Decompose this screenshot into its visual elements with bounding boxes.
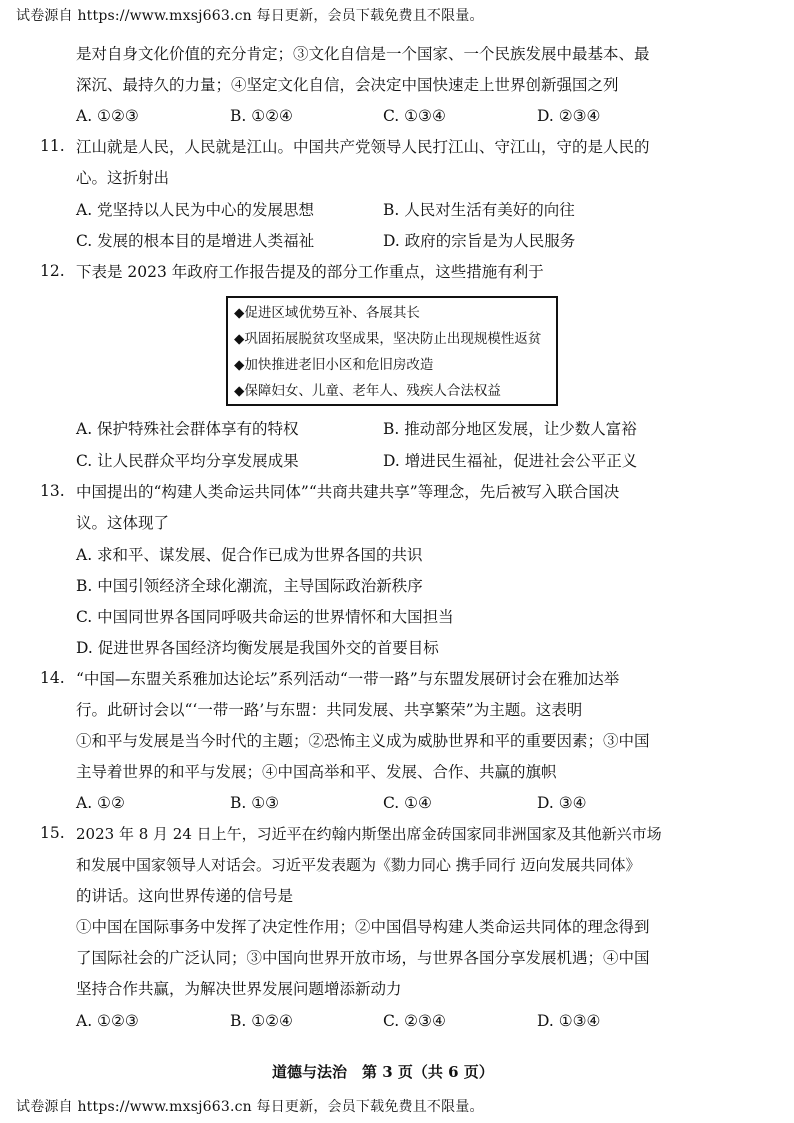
q13-line: 中国提出的“构建人类命运共同体”“共商共建共享”等理念，先后被写入联合国决: [76, 483, 620, 501]
q11-line: 江山就是人民，人民就是江山。中国共产党领导人民打江山、守江山，守的是人民的: [76, 138, 650, 156]
q14-option-b: B. ①③: [230, 794, 280, 812]
q12-table-row: ◆巩固拓展脱贫攻坚成果，坚决防止出现规模性返贫: [234, 331, 542, 347]
q10-line: 是对自身文化价值的充分肯定；③文化自信是一个国家、一个民族发展中最基本、最: [76, 45, 650, 63]
q12-line: 下表是 2023 年政府工作报告提及的部分工作重点，这些措施有利于: [76, 263, 544, 281]
q15-line: 的讲话。这向世界传递的信号是: [76, 887, 294, 905]
q15-line: 和发展中国家领导人对话会。习近平发表题为《勠力同心 携手同行 迈向发展共同体》: [76, 856, 641, 874]
footer-watermark: 试卷源自 https://www.mxsj663.cn 每日更新，会员下载免费且不限量。: [16, 1099, 484, 1115]
q12-option-d: D. 增进民生福祉，促进社会公平正义: [383, 452, 638, 470]
q13-option-c: C. 中国同世界各国同呼吸共命运的世界情怀和大国担当: [76, 608, 454, 626]
q14-number: 14.: [40, 669, 65, 687]
q15-number: 15.: [40, 824, 65, 842]
q13-line: 议。这体现了: [76, 514, 170, 532]
q14-line: 主导着世界的和平与发展；④中国高举和平、发展、合作、共赢的旗帜: [76, 763, 557, 781]
q10-line: 深沉、最持久的力量；④坚定文化自信，会决定中国快速走上世界创新强国之列: [76, 76, 619, 94]
q15-option-b: B. ①②④: [230, 1012, 293, 1030]
q13-number: 13.: [40, 482, 65, 500]
q14-option-c: C. ①④: [383, 794, 432, 812]
q15-line: 了国际社会的广泛认同；③中国向世界开放市场，与世界各国分享发展机遇；④中国: [76, 949, 650, 967]
q11-line: 心。这折射出: [76, 169, 170, 187]
q13-option-a: A. 求和平、谋发展、促合作已成为世界各国的共识: [76, 546, 423, 564]
q12-option-b: B. 推动部分地区发展，让少数人富裕: [383, 420, 637, 438]
q11-option-a: A. 党坚持以人民为中心的发展思想: [76, 201, 315, 219]
q13-option-d: D. 促进世界各国经济均衡发展是我国外交的首要目标: [76, 639, 439, 657]
q15-option-a: A. ①②③: [76, 1012, 139, 1030]
q12-table-row: ◆加快推进老旧小区和危旧房改造: [234, 357, 434, 373]
q14-line: ①和平与发展是当今时代的主题；②恐怖主义成为威胁世界和平的重要因素；③中国: [76, 732, 650, 750]
q15-option-d: D. ①③④: [537, 1012, 601, 1030]
q14-option-a: A. ①②: [76, 794, 125, 812]
header-watermark: 试卷源自 https://www.mxsj663.cn 每日更新，会员下载免费且不限量。: [16, 8, 484, 24]
q11-option-d: D. 政府的宗旨是为人民服务: [383, 232, 576, 250]
page-footer: 道德与法治 第 3 页（共 6 页）: [272, 1063, 494, 1081]
q12-table-row: ◆促进区域优势互补、各展其长: [234, 305, 420, 321]
q11-option-c: C. 发展的根本目的是增进人类福祉: [76, 232, 315, 250]
q10-option-c: C. ①③④: [383, 107, 446, 125]
q15-line: 坚持合作共赢，为解决世界发展问题增添新动力: [76, 980, 402, 998]
q14-option-d: D. ③④: [537, 794, 587, 812]
q11-option-b: B. 人民对生活有美好的向往: [383, 201, 575, 219]
q15-line: ①中国在国际事务中发挥了决定性作用；②中国倡导构建人类命运共同体的理念得到: [76, 918, 650, 936]
q15-line: 2023 年 8 月 24 日上午，习近平在约翰内斯堡出席金砖国家同非洲国家及其他新兴市场: [76, 825, 662, 843]
q12-table-row: ◆保障妇女、儿童、老年人、残疾人合法权益: [234, 383, 501, 399]
q10-option-b: B. ①②④: [230, 107, 293, 125]
q13-option-b: B. 中国引领经济全球化潮流，主导国际政治新秩序: [76, 577, 423, 595]
q10-option-a: A. ①②③: [76, 107, 139, 125]
q15-option-c: C. ②③④: [383, 1012, 446, 1030]
q10-option-d: D. ②③④: [537, 107, 601, 125]
q12-option-c: C. 让人民群众平均分享发展成果: [76, 452, 299, 470]
q11-number: 11.: [40, 137, 65, 155]
q12-number: 12.: [40, 262, 65, 280]
q14-line: 行。此研讨会以“‘一带一路’与东盟：共同发展、共享繁荣”为主题。这表明: [76, 701, 583, 719]
q12-table: [226, 296, 558, 406]
q12-option-a: A. 保护特殊社会群体享有的特权: [76, 420, 299, 438]
q14-line: “中国—东盟关系雅加达论坛”系列活动“一带一路”与东盟发展研讨会在雅加达举: [76, 670, 620, 688]
